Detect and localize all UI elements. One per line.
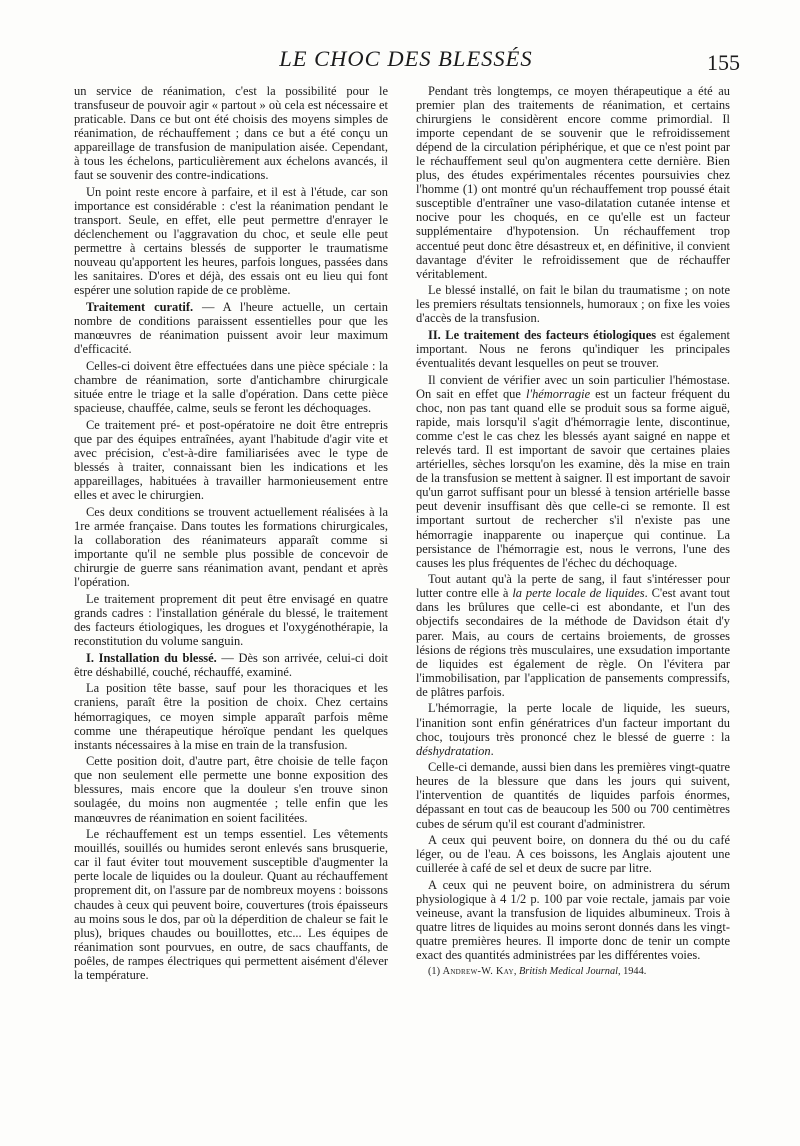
right-column (416, 84, 730, 981)
page-number: 155 (707, 50, 740, 75)
paragraph: I. Installation du blessé. — Dès son arrivée, celui-ci doit être déshabillé, couché, réchauffé, examiné. (74, 650, 388, 679)
paragraph: A ceux qui ne peuvent boire, on administrera du sérum physiologique à 4 1/2 p. 100 par voie rectale, jamais par voie veineuse, avant la transfusion de liquides albumineux. Trois à quatre litres de liquides au moins seront donnés dans les vingt-quatre premières heures. Il importe donc de tenir un compte exact des quantités administrées par les différentes voies. (416, 878, 730, 963)
paragraph: Celle-ci demande, aussi bien dans les premières vingt-quatre heures de la blessure que dans les jours qui suivent, l'intervention de quantités de liquides parfois énormes, dépassant en tout cas de beaucoup les 500 ou 700 centimètres cubes de sérum qu'il est courant d'administrer. (416, 760, 730, 831)
paragraph: Traitement curatif. — A l'heure actuelle, un certain nombre de conditions paraissent essentielles pour que les manœuvres de réanimation puissent avoir leur maximum d'efficacité. (74, 300, 388, 357)
paragraph: Ces deux conditions se trouvent actuellement réalisées à la 1re armée française. Dans toutes les formations chirurgicales, la collaboration des réanimateurs apparaît comme si importante qu'il ne semble plus possible de concevoir de chirurgie de guerre sans réanimation avant, pendant et après l'opération. (74, 504, 388, 590)
paragraph: Un point reste encore à parfaire, et il est à l'étude, car son importance est considérable : c'est la réanimation pendant le transport. Seule, en effet, elle peut permettre d'enrayer le déclenchement ou l'aggravation du choc, et seule elle peut permettre à certains blessés de supporter le traumatisme nouveau qu'apportent les heures, parfois longues, passées dans les sanitaires. D'ores et déjà, des essais ont eu lieu qui font espérer une solution rapide de ce problème. (74, 185, 388, 298)
paragraph: Pendant très longtemps, ce moyen thérapeutique a été au premier plan des traitements de réanimation, et certains chirurgiens le considèrent encore comme primordial. Il importe cependant de se souvenir que le refroidissement dépend de la circulation périphérique, et que ce n'est point par le réchauffement seul qu'on augmentera cette dernière. Bien plus, des études expérimentales récentes poursuivies chez l'homme (1) ont montré qu'un réchauffement trop poussé était susceptible d'entraîner une vaso-dilatation cutanée intense et nocive pour les choqués, en ce qu'elle est un facteur supplémentaire d'hypotension. Un réchauffement trop accentué peut donc être désastreux et, en définitive, il convient davantage d'éviter le refroidissement que de réchauffer véritablement. (416, 84, 730, 281)
footnote-journal: British Medical Journal (519, 966, 618, 978)
section-heading: I. Installation du blessé. (86, 650, 217, 665)
section-heading: II. Le traitement des facteurs étiologiques (428, 328, 657, 343)
paragraph: Il convient de vérifier avec un soin particulier l'hémostase. On sait en effet que l'hémorragie est un facteur fréquent du choc, non pas tant quand elle se produit sous sa forme aiguë, rapide, mais lorsqu'il s'agit d'hémorragie lente, discontinue, comme c'est le cas chez les blessés ayant saigné en nappe et relevés tard. Il est important de savoir que certaines plaies artérielles, sèches lorsqu'on les examine, dès la mise en train de la transfusion se mettent à saigner. Il est important de savoir qu'un garrot suffisant pour un blessé à tension artérielle basse peut devenir insuffisant dès que celle-ci se remonte. Il est important surtout de rechercher s'il n'existe pas une hémorragie inapparente ou inaperçue qui continue. La persistance de l'hémorragie est, nous le verrons, l'une des causes les plus fréquentes de l'échec du déchoquage. (416, 373, 730, 570)
paragraph: La position tête basse, sauf pour les thoraciques et les craniens, paraît être la position de choix. Chez certains hémorragiques, ce moyen simple apparaît parfois même comme une thérapeutique héroïque pendant les quelques instants nécessaires à la mise en train de la transfusion. (74, 681, 388, 752)
footnote: (1) Andrew-W. Kay, British Medical Journal, 1944. (428, 966, 647, 978)
page-header (72, 46, 740, 78)
paragraph: Celles-ci doivent être effectuées dans une pièce spéciale : la chambre de réanimation, sorte d'antichambre chirurgicale située entre le triage et la salle d'opération. Dans cette pièce spacieuse, chauffée, calme, seuls se feront les déchoquages. (74, 358, 388, 416)
paragraph: L'hémorragie, la perte locale de liquide, les sueurs, l'inanition sont enfin génératrices d'un facteur important du choc, toujours très prononcé chez le blessé de guerre : la déshydratation. (416, 701, 730, 758)
paragraph: Tout autant qu'à la perte de sang, il faut s'intéresser pour lutter contre elle à la perte locale de liquides. C'est avant tout dans les brûlures que celle-ci est abondante, et l'un des objectifs secondaires de la méthode de Davidson était d'y parer. Mais, au cours de certains broiements, de grosses lésions de régions très musculaires, une exsudation importante de liquides est également de règle. On l'évitera par l'immobilisation, par l'application de pansements compressifs, de plâtres parfois. (416, 572, 731, 699)
paragraph: A ceux qui peuvent boire, on donnera du thé ou du café léger, ou de l'eau. A ces boissons, les Anglais ajoutent une cuillerée à café de sel et deux de sucre par litre. (416, 833, 730, 876)
paragraph: Le traitement proprement dit peut être envisagé en quatre grands cadres : l'installation générale du blessé, le traitement des facteurs étiologiques, les drogues et l'oxygénothérapie, la reconstitution du volume sanguin. (74, 591, 388, 648)
paragraph: Le blessé installé, on fait le bilan du traumatisme ; on note les premiers résultats tensionnels, humoraux ; on fixe les voies d'accès de la transfusion. (416, 283, 730, 326)
paragraph: Le réchauffement est un temps essentiel. Les vêtements mouillés, souillés ou humides seront enlevés sans brusquerie, car il faut éviter tout mouvement susceptible d'augmenter la perte locale de liquides ou la douleur. Quant au réchauffement proprement dit, on l'assure par de nombreux moyens : boissons chaudes à ceux qui peuvent boire, couvertures (trois épaisseurs au moins sous le dos, par où la déperdition de chaleur se fait le plus), briques chaudes ou bouillottes, etc... Les équipes de réanimation sont pourvues, en outre, de sacs chauffants, de poêles, de rampes électriques qui permettent aisément d'élever la température. (74, 827, 388, 982)
left-column (74, 84, 388, 984)
section-heading: Traitement curatif. (86, 300, 194, 315)
paragraph: Cette position doit, d'autre part, être choisie de telle façon que non seulement elle permette une bonne exposition des blessures, mais encore que la douleur s'en trouve sinon soulagée, du moins non augmentée ; telle enfin que les manœuvres de réanimation en soient facilitées. (74, 754, 388, 825)
paragraph: II. Le traitement des facteurs étiologiques est également important. Nous ne ferons qu'indiquer les principales éventualités devant lesquelles on peut se trouver. (416, 328, 730, 371)
paragraph: un service de réanimation, c'est la possibilité pour le transfuseur de pouvoir agir « partout » où cela est nécessaire et praticable. Dans ce but ont été choisis des moyens simples de réanimation, de réchauffement ; dans ce but a été conçu un appareillage de transfusion de manipulation aisée. Cependant, à tous les échelons, particulièrement aux échelons avancés, il faut se souvenir des contre-indications. (74, 84, 388, 183)
paragraph: Ce traitement pré- et post-opératoire ne doit être entrepris que par des équipes entraînées, ayant l'habitude d'agir vite et avec précision, c'est-à-dire familiarisées avec le type de blessés à traiter, connaissant bien les indications et les appareillages, habituées à travailler harmonieusement entre elles et avec le chirurgien. (74, 417, 388, 503)
running-title: LE CHOC DES BLESSÉS (279, 46, 533, 71)
footnote-author: Andrew-W. Kay (442, 966, 514, 978)
